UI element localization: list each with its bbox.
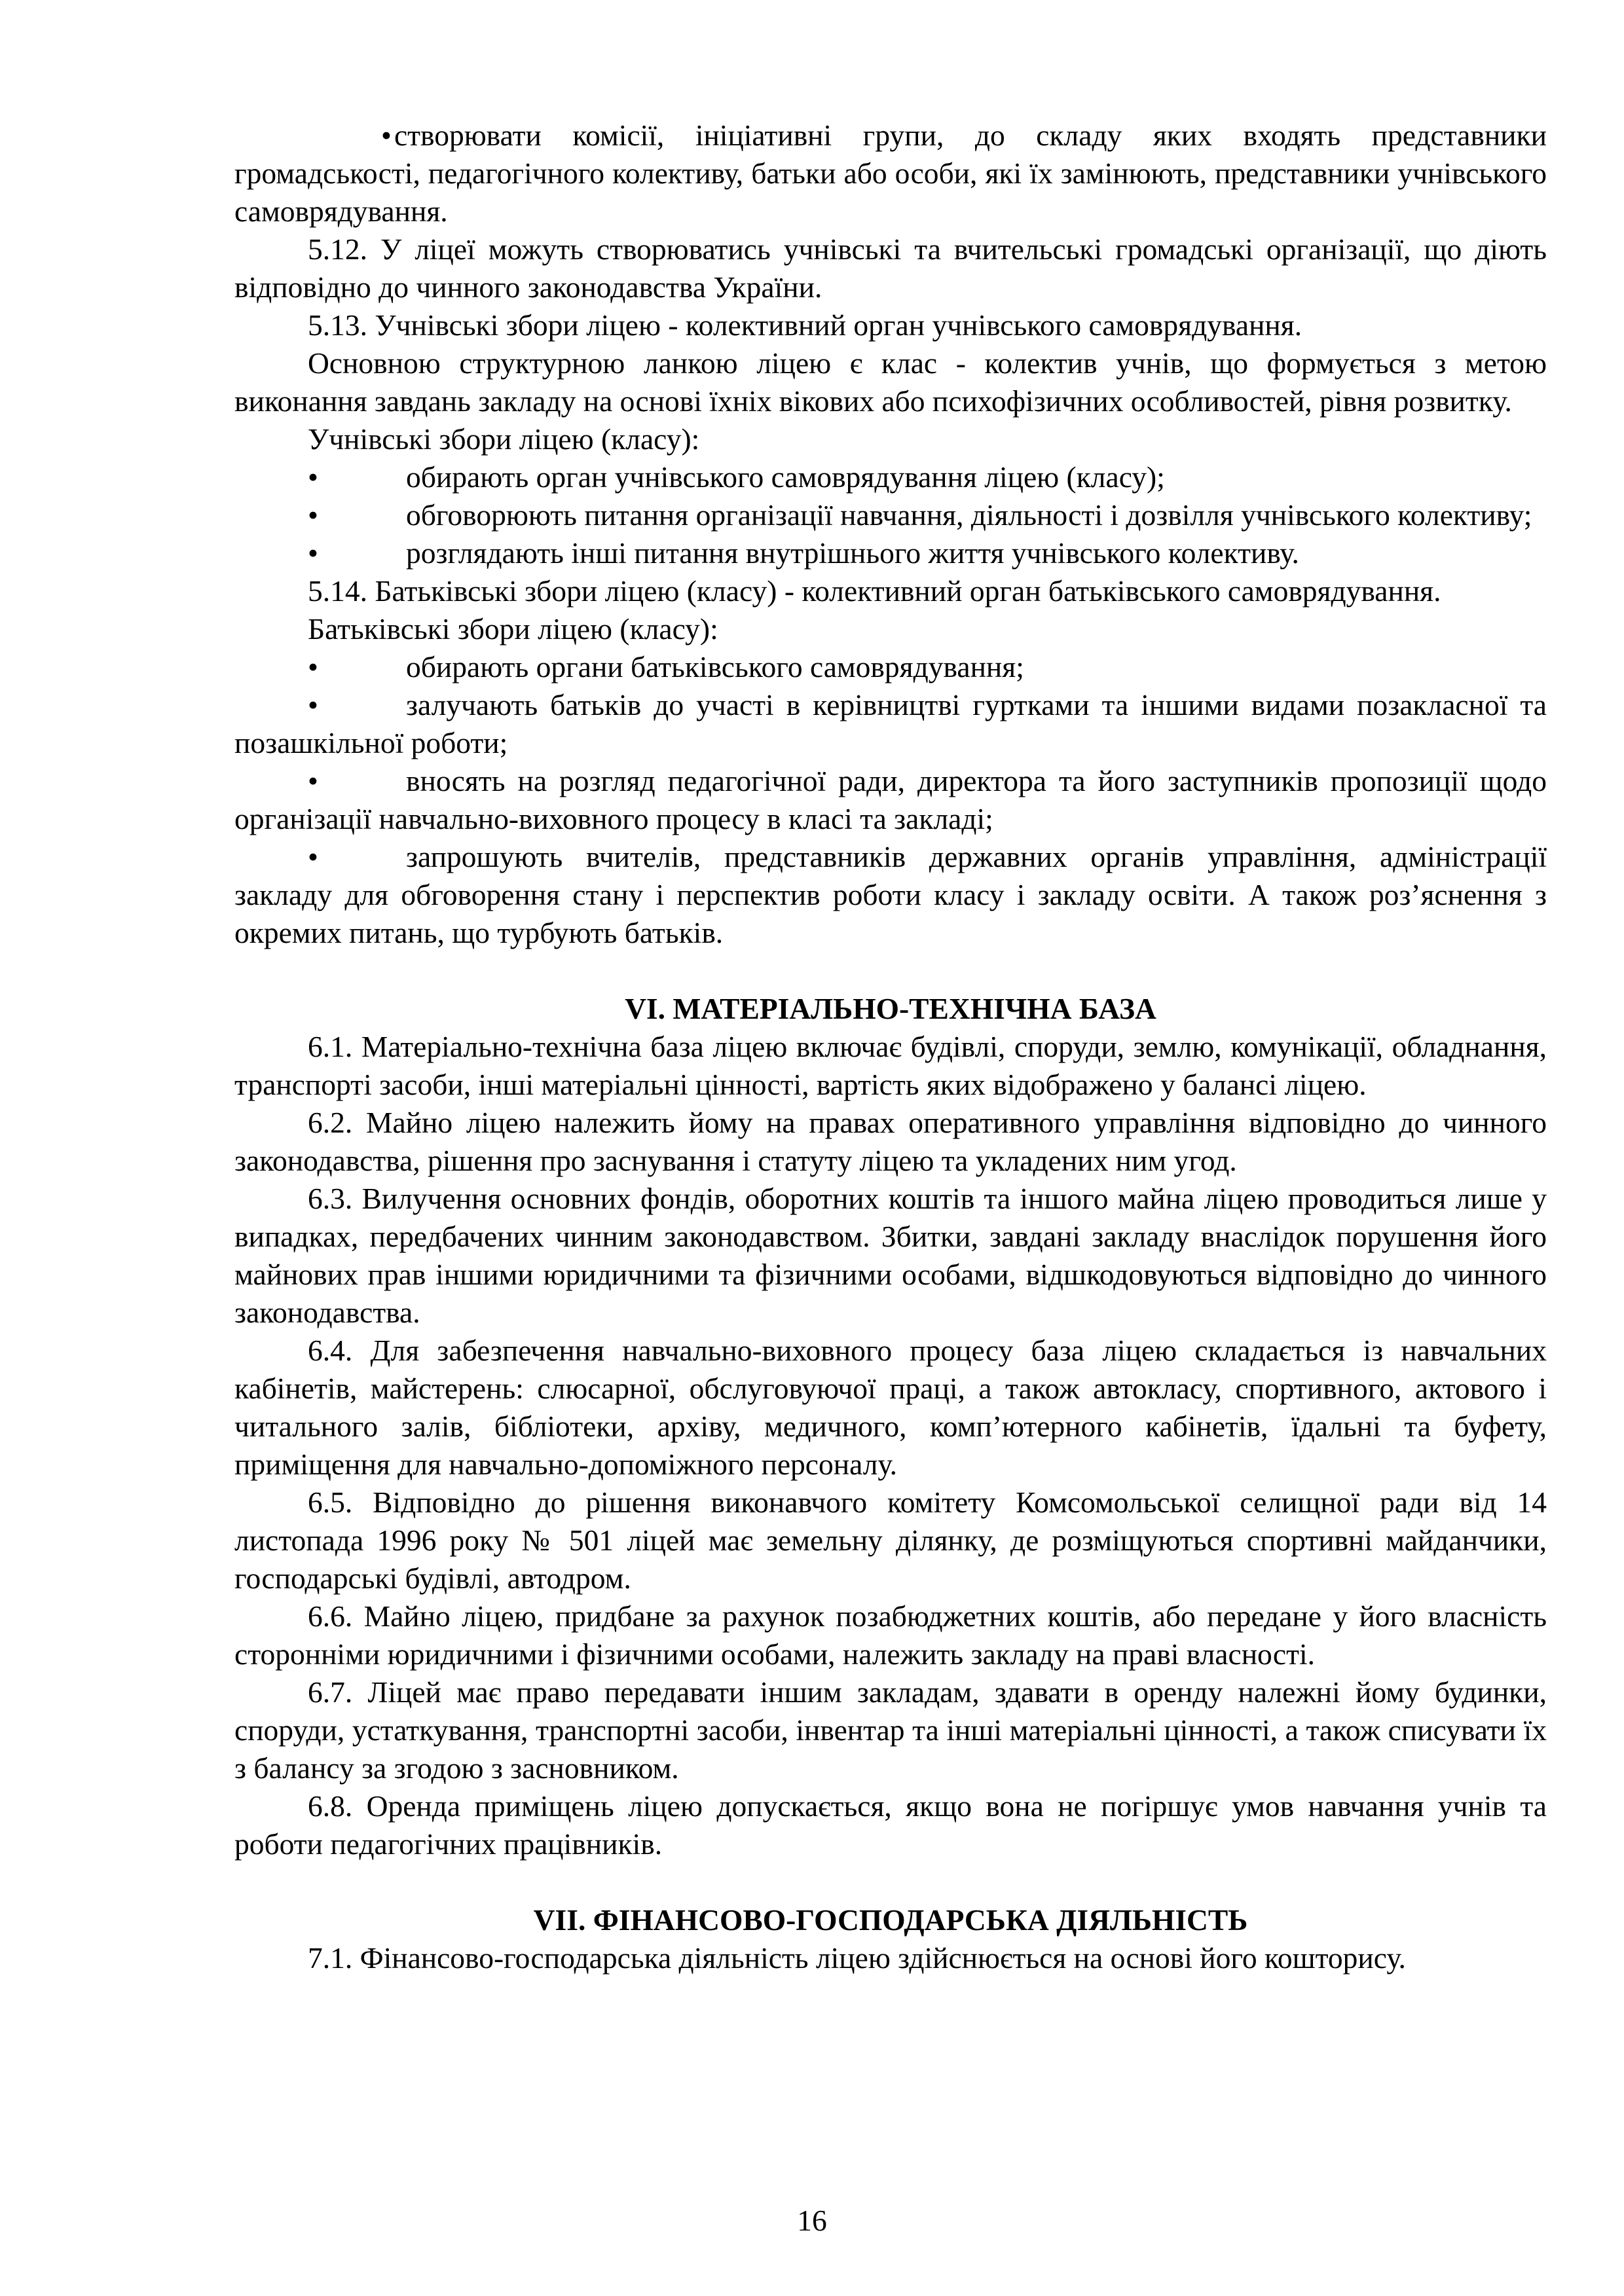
section-heading-vii: VII. ФІНАНСОВО-ГОСПОДАРСЬКА ДІЯЛЬНІСТЬ bbox=[533, 1903, 1248, 1937]
bullet-icon: • bbox=[308, 764, 318, 797]
paragraph-parent-assembly: Батьківські збори ліцею (класу): bbox=[308, 612, 718, 646]
paragraph-7-1: 7.1. Фінансово-господарська діяльність ліцею здійснюється на основі його кошторису. bbox=[308, 1941, 1406, 1975]
bullet-icon: • bbox=[308, 840, 318, 873]
document-page bbox=[234, 117, 1547, 1977]
paragraph-6-6: 6.6. Майно ліцею, придбане за рахунок позабюджетних коштів, або передане у його власність сторонніми юридичними і фізичними особами, належить закладу на праві власності. bbox=[234, 1599, 1547, 1671]
bullet-icon: • bbox=[381, 118, 392, 152]
list-item bbox=[234, 534, 1547, 572]
list-item-text: вносять на розгляд педагогічної ради, директора та його заступників пропозиції щодо організації навчально-виховного процесу в класі та закладі; bbox=[234, 764, 1547, 835]
paragraph-5-12: 5.12. У ліцеї можуть створюватись учнівські та вчительські громадські організації, що діють відповідно до чинного законодавства України. bbox=[234, 232, 1547, 304]
list-item-text: запрошують вчителів, представників державних органів управління, адміністрації закладу для обговорення стану і перспектив роботи класу і закладу освіти. А також роз’яснення з окремих питань, що турбують батьків. bbox=[234, 840, 1547, 949]
paragraph-text: створювати комісії, ініціативні групи, до складу яких входять представники громадськості, педагогічного колективу, батьки або особи, які їх замінюють, представники учнівського самоврядування. bbox=[234, 118, 1547, 228]
list-item bbox=[234, 762, 1547, 838]
list-item bbox=[234, 648, 1547, 686]
paragraph-6-3: 6.3. Вилучення основних фондів, оборотних коштів та іншого майна ліцею проводиться лише у випадках, передбачених чинним законодавством. Збитки, завдані закладу внаслідок порушення його майнових прав іншими юридичними та фізичними особами, відшкодовуються відповідно до чинного законодавства. bbox=[234, 1182, 1547, 1329]
paragraph-6-7: 6.7. Ліцей має право передавати іншим закладам, здавати в оренду належні йому будинки, споруди, устаткування, транспортні засоби, інвентар та інші матеріальні цінності, а також списувати їх з балансу за згодою з засновником. bbox=[234, 1675, 1547, 1785]
paragraph-student-assembly: Учнівські збори ліцею (класу): bbox=[308, 422, 700, 456]
paragraph-5-13: 5.13. Учнівські збори ліцею - колективний орган учнівського самоврядування. bbox=[308, 308, 1302, 342]
bullet-icon: • bbox=[308, 536, 318, 570]
section-heading-vi: VI. МАТЕРІАЛЬНО-ТЕХНІЧНА БАЗА bbox=[625, 992, 1156, 1025]
paragraph-6-8: 6.8. Оренда приміщень ліцею допускається, якщо вона не погіршує умов навчання учнів та роботи педагогічних працівників. bbox=[234, 1789, 1547, 1861]
bullet-icon: • bbox=[308, 460, 318, 494]
list-item bbox=[234, 686, 1547, 762]
bullet-icon: • bbox=[308, 650, 318, 683]
paragraph-class-unit: Основною структурною ланкою ліцею є клас - колектив учнів, що формується з метою виконання завдань закладу на основі їхніх вікових або психофізичних особливостей, рівня розвитку. bbox=[234, 346, 1547, 418]
page-number: 16 bbox=[797, 2204, 827, 2237]
list-item bbox=[234, 458, 1547, 496]
list-item bbox=[234, 496, 1547, 534]
bullet-icon: • bbox=[308, 498, 318, 532]
list-item-text: обирають органи батьківського самоврядування; bbox=[406, 650, 1024, 683]
paragraph-6-2: 6.2. Майно ліцею належить йому на правах оперативного управління відповідно до чинного законодавства, рішення про заснування і статуту ліцею та укладених ним угод. bbox=[234, 1106, 1547, 1177]
list-item-text: залучають батьків до участі в керівництві гуртками та іншими видами позакласної та позашкільної роботи; bbox=[234, 688, 1547, 759]
list-item-text: обирають орган учнівського самоврядування ліцею (класу); bbox=[406, 460, 1165, 494]
paragraph-6-5: 6.5. Відповідно до рішення виконавчого комітету Комсомольської селищної ради від 14 листопада 1996 року № 501 ліцей має земельну ділянку, де розміщуються спортивні майданчики, господарські будівлі, автодром. bbox=[234, 1485, 1547, 1595]
paragraph-5-14: 5.14. Батьківські збори ліцею (класу) - колективний орган батьківського самоврядування. bbox=[308, 574, 1441, 608]
list-item-text: розглядають інші питання внутрішнього життя учнівського колективу. bbox=[406, 536, 1299, 570]
paragraph-6-4: 6.4. Для забезпечення навчально-виховного процесу база ліцею складається із навчальних кабінетів, майстерень: слюсарної, обслуговуючої праці, а також автокласу, спортивного, актового і читального залів, бібліотеки, архіву, медичного, комп’ютерного кабінетів, їдальні та буфету, приміщення для навчально-допоміжного персоналу. bbox=[234, 1334, 1547, 1481]
bullet-icon: • bbox=[308, 688, 318, 721]
list-item bbox=[234, 838, 1547, 952]
paragraph-6-1: 6.1. Матеріально-технічна база ліцею включає будівлі, споруди, землю, комунікації, обладнання, транспорті засоби, інші матеріальні цінності, вартість яких відображено у балансі ліцею. bbox=[234, 1030, 1547, 1101]
bullet-paragraph bbox=[234, 117, 1547, 230]
list-item-text: обговорюють питання організації навчання, діяльності і дозвілля учнівського колективу; bbox=[406, 498, 1532, 532]
